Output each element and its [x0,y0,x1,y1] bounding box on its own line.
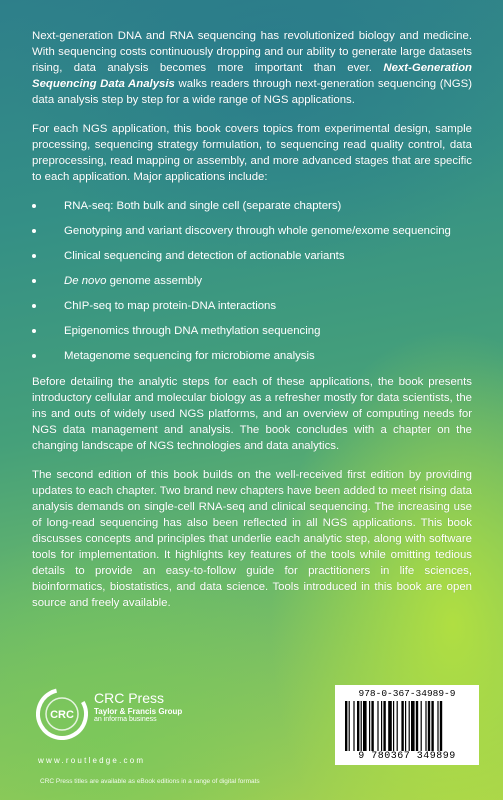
bullet-icon [32,329,36,333]
list-item: De novo genome assembly [32,273,472,289]
publisher-name: CRC Press [94,690,165,706]
book-title: Next-Generation Sequencing Data Analysis [32,62,472,90]
second-edition-paragraph: The second edition of this book builds on the well-received first edition by providing updates to each chapter. Two brand new chapters have been added to meet rising data analysis demands on single-cell RNA-seq and clinical sequencing. The increasing use of long-read sequencing has also been reflected in all NGS applications. This book discusses concepts and principles that underlie each analytic step, along with software tools for implementation. It highlights key features of the tools while omitting tedious details to provide an easy-to-follow guide for practitioners in life sciences, bioinformatics, biostatistics, and data science. Tools introduced in this book are open source and freely available. [32,469,472,609]
bullet-icon [32,304,36,308]
crc-emblem-icon [36,688,88,740]
intro-paragraph [32,28,472,108]
isbn-number: 9 780367 349899 [335,751,479,762]
overview-paragraph: Before detailing the analytic steps for each of these applications, the book presents introductory cellular and molecular biology as a refresher mostly for data scientists, the ins and outs of widely used NGS platforms, and an overview of computing needs for NGS data management and analysis. The book concludes with a chapter on the changing landscape of NGS technologies and data analytics. [32,376,472,452]
formats-note: CRC Press titles are available as eBook editions in a range of digital formats [40,778,260,785]
intro-text-end: walks readers through next-generation sequencing (NGS) data analysis step by step for a wide range of NGS applications. [32,78,472,106]
publisher-group: Taylor & Francis Group [94,707,183,716]
list-item: Genotyping and variant discovery through whole genome/exome sequencing [32,223,472,239]
isbn-label: 978-0-367-34989-9 [358,688,456,699]
isbn-barcode [335,685,479,765]
list-item: RNA-seq: Both bulk and single cell (separate chapters) [32,198,472,214]
bullet-icon [32,254,36,258]
applications-paragraph: For each NGS application, this book covers topics from experimental design, sample processing, sequencing strategy formulation, to sequencing read quality control, data preprocessing, read mapping or assembly, and more advanced stages that are specific to each application. Major applications include: [32,123,472,183]
intro-text: Next-generation DNA and RNA sequencing has revolutionized biology and medicine. With sequencing costs continuously dropping and our ability to generate large datasets rising, data analysis becomes more important than ever. [32,30,472,74]
bullet-icon [32,354,36,358]
list-item: Clinical sequencing and detection of actionable variants [32,248,472,264]
barcode-bars-icon [345,701,469,755]
back-cover-text [32,28,472,624]
publisher-logo [36,688,226,748]
svg-text:CRC: CRC [50,709,74,721]
list-item: ChIP-seq to map protein-DNA interactions [32,298,472,314]
list-item: Epigenomics through DNA methylation sequencing [32,323,472,339]
bullet-icon [32,229,36,233]
bullet-icon [32,204,36,208]
bullet-icon [32,279,36,283]
applications-list [32,198,472,364]
list-item: Metagenome sequencing for microbiome analysis [32,348,472,364]
publisher-business: an informa business [94,716,157,723]
publisher-url: www.routledge.com [38,756,146,765]
